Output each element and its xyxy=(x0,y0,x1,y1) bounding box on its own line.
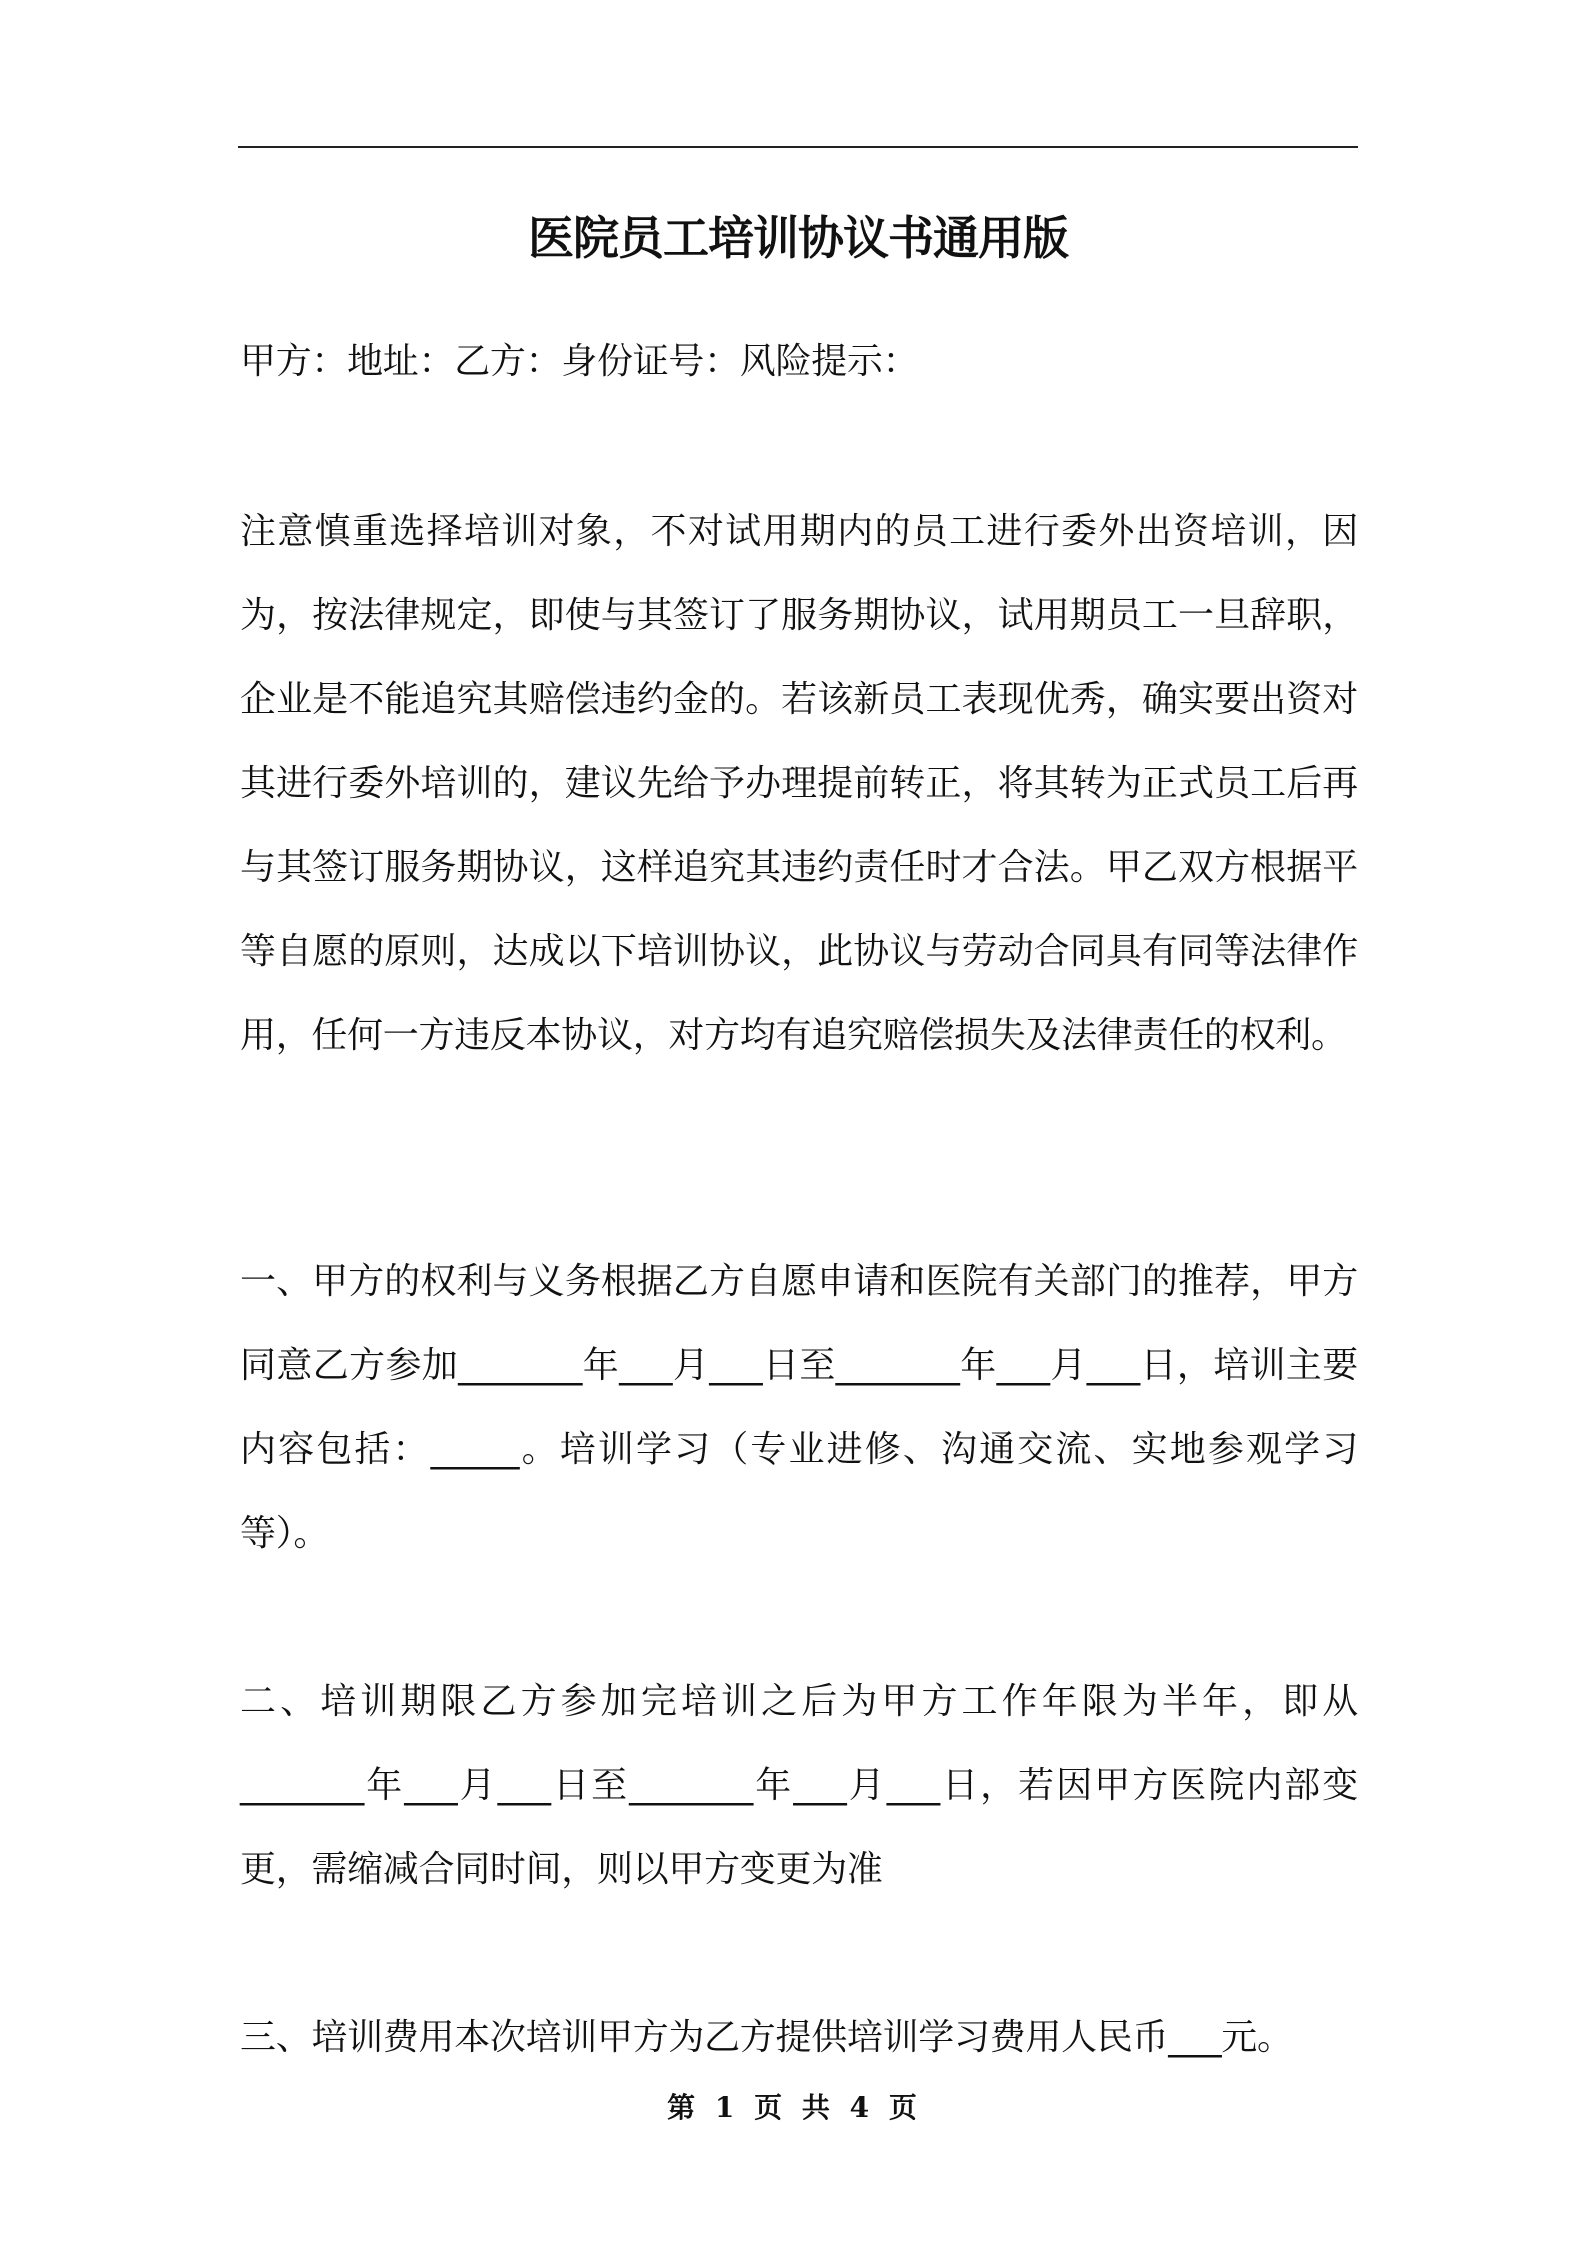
risk-notice-paragraph: 注意慎重选择培训对象，不对试用期内的员工进行委外出资培训，因为，按法律规定，即使与其签订了服务期协议，试用期员工一旦辞职，企业是不能追究其赔偿违约金的。若该新员工表现优秀，确实要出资对其进行委外培训的，建议先给予办理提前转正，将其转为正式员工后再与其签订服务期协议，这样追究其违约责任时才合法。甲乙双方根据平等自愿的原则，达成以下培训协议，此协议与劳动合同具有同等法律作用，任何一方违反本协议，对方均有追究赔偿损失及法律责任的权利。 xyxy=(240,511,1358,1056)
page-number-footer: 第 1 页 共 4 页 xyxy=(667,2091,919,2124)
section-1-rights-obligations: 一、甲方的权利与义务根据乙方自愿申请和医院有关部门的推荐，甲方同意乙方参加_______年___月___日至_______年___月___日，培训主要内容包括：_____。培训学习（专业进修、沟通交流、实地参观学习等）。 xyxy=(240,1261,1358,1554)
section-2-training-period: 二、培训期限乙方参加完培训之后为甲方工作年限为半年，即从_______年___月___日至_______年___月___日，若因甲方医院内部变更，需缩减合同时间，则以甲方变更为准 xyxy=(240,1681,1358,1890)
parties-line: 甲方：地址：乙方：身份证号：风险提示： xyxy=(240,341,919,382)
header-rule xyxy=(238,146,1358,148)
document-title: 医院员工培训协议书通用版 xyxy=(528,211,1068,265)
section-3-training-fee: 三、培训费用本次培训甲方为乙方提供培训学习费用人民币___元。 xyxy=(240,2017,1293,2058)
